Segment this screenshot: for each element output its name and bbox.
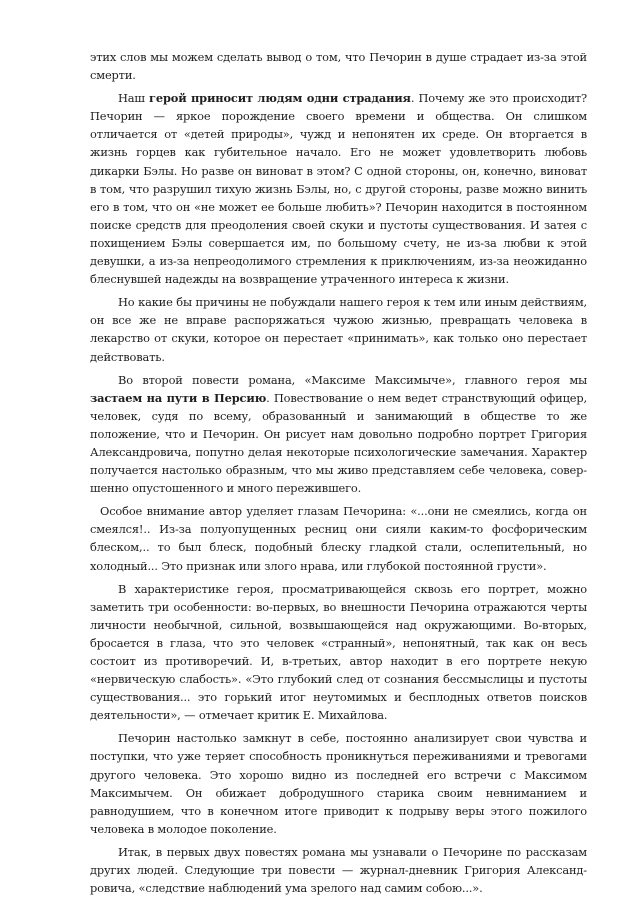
paragraph-text: . Повествование о нем ведет странствующий офицер, человек, судя по всему, образованный и занимающий в обществе то же положение, что и Печорин. Он рисует нам довольно подробно портрет Григория Александровича, попутно делая некоторые психологические замечания. Характер получается настолько образным, что мы живо представляем себе человека, совер-шенно опустошенного и много пережившего. [90, 390, 588, 496]
document-body [90, 48, 587, 902]
paragraph-text: Печорин настолько замкнут в себе, постоянно анализирует свои чувства и поступки, что уже теряет способность проникнуться переживаниями и тревогами другого человека. Это хорошо видно из последней его встречи с Максимом Максимычем. Он обижает добродушного старика своим невниманием и равнодушием, что в конечном итоге приводит к подрыву веры этого пожилого человека в молодое поколение. [90, 731, 587, 836]
paragraph-text: . Почему же это происходит? Печорин — яркое порождение своего времени и общества. Он слишком отличается от «детей природы», чужд и непонятен их среде. Он вторгается в жизнь горцев как губительное начало. Его не может удовлетворить любовь дикарки Бэлы. Но разве он виноват в этом? С одной стороны, он, конечно, виноват в том, что разрушил тихую жизнь Бэлы, но, с другой стороны, разве можно винить его в том, что он «не может ее больше любить»? Печорин находится в постоянном поиске средств для преодоления своей скуки и пустоты существования. И затея с похищением Бэлы совершается им, по большому счету, не из-за любви к этой девушки, а из-за непреодолимого стремления к приключениям, из-за неожиданно блеснувшей надежды на возвращение утраченного интереса к жизни. [90, 91, 587, 287]
paragraph [90, 502, 587, 574]
paragraph [90, 89, 587, 288]
paragraph [90, 843, 587, 897]
paragraph-emphasis: застаем на пути в Персию [90, 390, 267, 405]
paragraph-text: Итак, в первых двух повестях романа мы узнавали о Печорине по рассказам других людей. Следующие три повести — журнал-дневник Григория Александ-ровича, «следствие наблюдений ума зрелого над самим собою...». [90, 844, 587, 896]
paragraph [90, 371, 587, 498]
paragraph-emphasis: герой приносит людям одни страдания [149, 91, 411, 106]
paragraph-text: Во второй повести романа, «Максиме Максимыче», главного героя мы [118, 372, 587, 387]
paragraph-text: Особое внимание автор уделяет глазам Печорина: «...они не смеялись, когда он смеялся!.. Из-за полуопущенных ресниц они сияли каким-то фосфорическим блеском,.. то был блеск, подобный блеску гладкой стали, ослепительный, но холодный... Это признак или злого нрава, или глубокой постоянной грусти». [90, 504, 587, 573]
paragraph [90, 729, 587, 838]
paragraph [90, 580, 587, 725]
paragraph-text: Но какие бы причины не побуждали нашего героя к тем или иным действиям, он все же не вправе распоряжаться чужою жизнью, превращать человека в лекарство от скуки, которое он перестает «принимать», как только оно перестает действовать. [90, 295, 587, 364]
paragraph [90, 48, 587, 84]
paragraph [90, 293, 587, 365]
paragraph-text: Наш [118, 91, 150, 106]
paragraph-text: В характеристике героя, просматривающейся сквозь его портрет, можно заметить три особенности: во-первых, во внешности Печорина отражаются черты личности необычной, сильной, возвышающейся над окружающими. Во-вторых, бросается в глаза, что это человек «странный», непонятный, так как он весь состоит из противоречий. И, в-третьих, автор находит в его портрете некую «нервическую слабость». «Это глубокий след от сознания бессмыслицы и пустоты существования... это горький итог неутомимых и бесплодных ответов поисков деятельности», — отмечает критик Е. Михайлова. [90, 581, 587, 723]
paragraph-text: этих слов мы можем сделать вывод о том, что Печорин в душе страдает из-за этой смерти. [90, 50, 587, 83]
